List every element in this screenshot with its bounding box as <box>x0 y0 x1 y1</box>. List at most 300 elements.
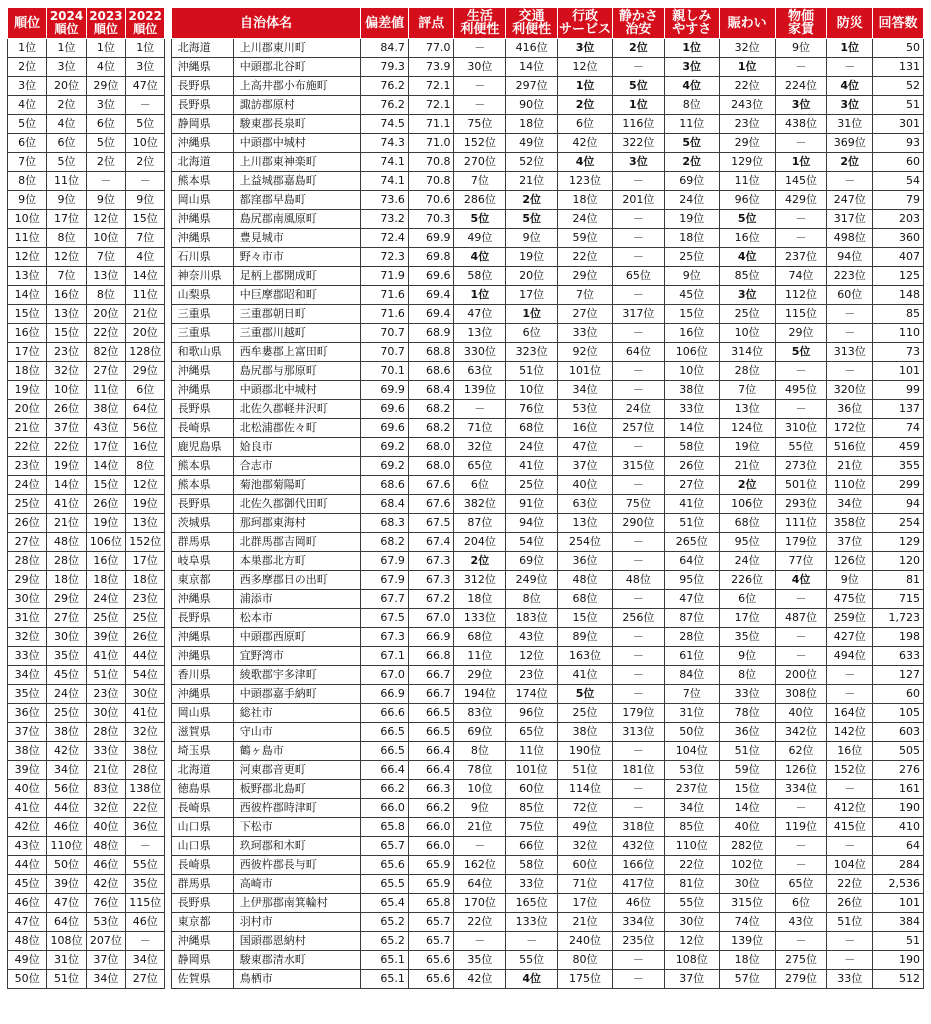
table-cell: 高崎市 <box>233 875 360 894</box>
table-cell: － <box>454 96 506 115</box>
table-cell: － <box>827 58 873 77</box>
table-cell: 4位 <box>664 77 719 96</box>
table-cell: 36位 <box>126 818 165 837</box>
table-cell: 71.9 <box>361 267 409 286</box>
table-cell: 73.2 <box>361 210 409 229</box>
table-cell: 51位 <box>827 913 873 932</box>
table-cell: 412位 <box>827 799 873 818</box>
table-cell: 1位 <box>827 39 873 58</box>
table-cell: 豊見城市 <box>233 229 360 248</box>
table-cell: 54 <box>873 172 924 191</box>
table-cell: 21位 <box>506 172 558 191</box>
table-cell: 179位 <box>775 533 827 552</box>
table-cell: 19位 <box>719 438 775 457</box>
table-cell: 22位 <box>454 913 506 932</box>
table-cell: 35位 <box>454 951 506 970</box>
table-cell: 101 <box>873 894 924 913</box>
table-cell: 38位 <box>8 742 47 761</box>
table-cell: 17位 <box>47 210 86 229</box>
table-cell: 317位 <box>827 210 873 229</box>
table-cell: 67.6 <box>408 495 454 514</box>
table-cell: 51位 <box>86 666 125 685</box>
table-row <box>8 400 924 419</box>
table-cell: 66.7 <box>408 685 454 704</box>
table-cell: 24位 <box>8 476 47 495</box>
table-cell: 4位 <box>719 248 775 267</box>
table-cell: 河東郡音更町 <box>233 761 360 780</box>
table-cell: 33位 <box>558 324 613 343</box>
table-cell: － <box>775 362 827 381</box>
table-cell: 93 <box>873 134 924 153</box>
table-cell: 4位 <box>126 248 165 267</box>
table-cell: － <box>827 666 873 685</box>
table-cell: 64位 <box>664 552 719 571</box>
table-cell: 74位 <box>775 267 827 286</box>
table-cell: 41位 <box>8 799 47 818</box>
table-cell: 384 <box>873 913 924 932</box>
table-cell: 133位 <box>506 913 558 932</box>
table-cell: 254位 <box>558 533 613 552</box>
table-row <box>8 210 924 229</box>
table-cell: 46位 <box>8 894 47 913</box>
table-cell: 67.9 <box>361 552 409 571</box>
table-cell: 41位 <box>558 666 613 685</box>
table-cell: 1,723 <box>873 609 924 628</box>
table-cell: 152位 <box>454 134 506 153</box>
table-cell: 23位 <box>8 457 47 476</box>
table-cell: 27位 <box>558 305 613 324</box>
table-cell: 1位 <box>86 39 125 58</box>
table-cell: 416位 <box>506 39 558 58</box>
table-cell: 35位 <box>47 647 86 666</box>
table-cell: 6位 <box>506 324 558 343</box>
table-row <box>8 666 924 685</box>
table-cell: 守山市 <box>233 723 360 742</box>
table-cell: 25位 <box>8 495 47 514</box>
table-cell: 66.4 <box>408 742 454 761</box>
table-cell: － <box>126 172 165 191</box>
table-cell: 247位 <box>827 191 873 210</box>
table-cell: 70.8 <box>408 153 454 172</box>
table-row <box>8 970 924 989</box>
table-cell: 5位 <box>86 134 125 153</box>
table-cell: 43位 <box>775 913 827 932</box>
table-cell: 16位 <box>719 229 775 248</box>
table-cell: 31位 <box>8 609 47 628</box>
table-cell: 67.5 <box>408 514 454 533</box>
table-cell: 68.0 <box>408 438 454 457</box>
table-cell: 長野県 <box>171 609 233 628</box>
table-cell: 諏訪郡原村 <box>233 96 360 115</box>
table-cell: 11位 <box>86 381 125 400</box>
table-cell: 26位 <box>126 628 165 647</box>
table-cell: 243位 <box>719 96 775 115</box>
table-cell: 71.6 <box>361 305 409 324</box>
table-row <box>8 115 924 134</box>
table-cell: 22位 <box>86 324 125 343</box>
table-row <box>8 134 924 153</box>
table-cell: 67.5 <box>361 609 409 628</box>
table-cell: 1位 <box>506 305 558 324</box>
table-cell: 42位 <box>47 742 86 761</box>
table-cell: － <box>827 951 873 970</box>
table-cell: 69.2 <box>361 457 409 476</box>
table-cell: 60 <box>873 153 924 172</box>
column-header: 2023 順位 <box>86 8 125 39</box>
table-cell: 58位 <box>506 856 558 875</box>
table-cell: 73 <box>873 343 924 362</box>
table-cell: 240位 <box>558 932 613 951</box>
table-row <box>8 704 924 723</box>
table-cell: 鶴ヶ島市 <box>233 742 360 761</box>
table-cell: 72位 <box>558 799 613 818</box>
table-cell: 59位 <box>558 229 613 248</box>
table-cell: 三重県 <box>171 305 233 324</box>
table-cell: 12位 <box>86 210 125 229</box>
table-cell: 58位 <box>664 438 719 457</box>
table-row <box>8 305 924 324</box>
table-cell: 長野県 <box>171 77 233 96</box>
table-cell: 51 <box>873 932 924 951</box>
table-cell: 中巨摩郡昭和町 <box>233 286 360 305</box>
table-cell: 68位 <box>719 514 775 533</box>
table-cell: 32位 <box>86 799 125 818</box>
table-cell: 11位 <box>47 172 86 191</box>
table-cell: 67.4 <box>408 533 454 552</box>
table-cell: 9位 <box>506 229 558 248</box>
table-cell: 19位 <box>664 210 719 229</box>
table-cell: － <box>775 856 827 875</box>
table-cell: 314位 <box>719 343 775 362</box>
table-cell: 和歌山県 <box>171 343 233 362</box>
table-cell: 83位 <box>86 780 125 799</box>
table-cell: 60位 <box>827 286 873 305</box>
table-cell: 5位 <box>558 685 613 704</box>
table-cell: 315位 <box>719 894 775 913</box>
table-cell: 322位 <box>612 134 664 153</box>
table-cell: 161 <box>873 780 924 799</box>
table-cell: 24位 <box>664 191 719 210</box>
table-cell: 西牟婁郡上富田町 <box>233 343 360 362</box>
table-cell: 8位 <box>454 742 506 761</box>
table-row <box>8 647 924 666</box>
table-cell: 14位 <box>664 419 719 438</box>
table-cell: 19位 <box>47 457 86 476</box>
table-cell: － <box>612 799 664 818</box>
table-cell: 13位 <box>719 400 775 419</box>
table-cell: 106位 <box>719 495 775 514</box>
table-cell: 313位 <box>612 723 664 742</box>
table-cell: 山口県 <box>171 837 233 856</box>
table-row <box>8 343 924 362</box>
table-cell: 1位 <box>612 96 664 115</box>
table-cell: 12位 <box>506 647 558 666</box>
table-cell: 101位 <box>506 761 558 780</box>
table-cell: 25位 <box>126 609 165 628</box>
table-cell: 65.5 <box>361 875 409 894</box>
table-cell: 95位 <box>719 533 775 552</box>
table-row <box>8 248 924 267</box>
table-cell: 19位 <box>86 514 125 533</box>
table-cell: 29位 <box>86 77 125 96</box>
table-cell: 68.9 <box>408 324 454 343</box>
table-cell: 26位 <box>664 457 719 476</box>
table-cell: 85 <box>873 305 924 324</box>
table-cell: 39位 <box>8 761 47 780</box>
table-cell: － <box>612 666 664 685</box>
table-cell: 293位 <box>775 495 827 514</box>
table-cell: 67.3 <box>408 552 454 571</box>
table-cell: 22位 <box>719 77 775 96</box>
table-cell: － <box>454 837 506 856</box>
table-row <box>8 552 924 571</box>
table-cell: 317位 <box>612 305 664 324</box>
table-cell: 東京都 <box>171 571 233 590</box>
table-row <box>8 799 924 818</box>
table-cell: 北海道 <box>171 153 233 172</box>
table-cell: 65.6 <box>361 856 409 875</box>
table-cell: 11位 <box>126 286 165 305</box>
table-cell: 18位 <box>454 590 506 609</box>
table-cell: 沖縄県 <box>171 58 233 77</box>
table-cell: 3位 <box>86 96 125 115</box>
table-cell: 61位 <box>664 647 719 666</box>
table-row <box>8 761 924 780</box>
table-cell: 29位 <box>719 134 775 153</box>
table-cell: 48位 <box>612 571 664 590</box>
table-cell: 360 <box>873 229 924 248</box>
table-cell: 68.2 <box>361 533 409 552</box>
table-cell: 8位 <box>8 172 47 191</box>
table-row <box>8 685 924 704</box>
table-cell: － <box>126 837 165 856</box>
table-cell: 44位 <box>126 647 165 666</box>
table-cell: 10位 <box>126 134 165 153</box>
table-cell: － <box>612 647 664 666</box>
table-cell: 78位 <box>719 704 775 723</box>
table-cell: 190位 <box>558 742 613 761</box>
table-cell: 2位 <box>506 191 558 210</box>
table-cell: － <box>612 533 664 552</box>
column-header: 親しみ やすさ <box>664 8 719 39</box>
table-cell: 12位 <box>47 248 86 267</box>
table-cell: 鳥栖市 <box>233 970 360 989</box>
table-cell: 沖縄県 <box>171 134 233 153</box>
table-cell: 25位 <box>47 704 86 723</box>
column-header: 回答数 <box>873 8 924 39</box>
table-cell: 菊池郡菊陽町 <box>233 476 360 495</box>
table-cell: 4位 <box>454 248 506 267</box>
table-cell: 国頭郡恩納村 <box>233 932 360 951</box>
table-cell: 2位 <box>827 153 873 172</box>
table-cell: 7位 <box>454 172 506 191</box>
table-cell: 37位 <box>8 723 47 742</box>
table-cell: 120 <box>873 552 924 571</box>
table-row <box>8 609 924 628</box>
table-cell: 114位 <box>558 780 613 799</box>
table-cell: － <box>612 229 664 248</box>
table-cell: 70.1 <box>361 362 409 381</box>
table-cell: 29位 <box>8 571 47 590</box>
table-row <box>8 153 924 172</box>
table-cell: 34位 <box>827 495 873 514</box>
table-cell: 9位 <box>8 191 47 210</box>
table-cell: 北松浦郡佐々町 <box>233 419 360 438</box>
table-cell: 201位 <box>612 191 664 210</box>
table-cell: 5位 <box>47 153 86 172</box>
table-cell: 72.3 <box>361 248 409 267</box>
table-cell: 19位 <box>126 495 165 514</box>
table-cell: 23位 <box>126 590 165 609</box>
table-cell: 上伊那郡南箕輪村 <box>233 894 360 913</box>
table-cell: 山梨県 <box>171 286 233 305</box>
table-cell: 6位 <box>454 476 506 495</box>
table-cell: 6位 <box>719 590 775 609</box>
table-cell: 74位 <box>719 913 775 932</box>
table-cell: 52位 <box>506 153 558 172</box>
table-cell: 237位 <box>664 780 719 799</box>
table-cell: 38位 <box>47 723 86 742</box>
table-cell: 沖縄県 <box>171 229 233 248</box>
table-cell: 17位 <box>86 438 125 457</box>
table-cell: 68.6 <box>408 362 454 381</box>
table-cell: 7位 <box>126 229 165 248</box>
table-row <box>8 628 924 647</box>
table-cell: 7位 <box>719 381 775 400</box>
table-cell: 9位 <box>47 191 86 210</box>
table-cell: 長崎県 <box>171 419 233 438</box>
table-cell: 46位 <box>47 818 86 837</box>
table-cell: 66.9 <box>408 628 454 647</box>
table-cell: 22位 <box>126 799 165 818</box>
table-cell: 74 <box>873 419 924 438</box>
table-cell: 3位 <box>719 286 775 305</box>
table-cell: 4位 <box>827 77 873 96</box>
table-cell: 21位 <box>454 818 506 837</box>
table-cell: 164位 <box>827 704 873 723</box>
table-cell: 熊本県 <box>171 172 233 191</box>
table-cell: 68.4 <box>408 381 454 400</box>
table-cell: 長崎県 <box>171 799 233 818</box>
table-cell: 16位 <box>558 419 613 438</box>
table-cell: 55位 <box>126 856 165 875</box>
table-cell: 長野県 <box>171 894 233 913</box>
table-cell: 110 <box>873 324 924 343</box>
table-cell: 85位 <box>719 267 775 286</box>
table-cell: 68.3 <box>361 514 409 533</box>
table-cell: 128位 <box>126 343 165 362</box>
table-cell: 111位 <box>775 514 827 533</box>
table-cell: 76.2 <box>361 77 409 96</box>
table-cell: 74.5 <box>361 115 409 134</box>
table-cell: 66.2 <box>408 799 454 818</box>
table-cell: 83位 <box>454 704 506 723</box>
table-cell: 45位 <box>8 875 47 894</box>
table-cell: 66.0 <box>408 837 454 856</box>
table-cell: － <box>126 932 165 951</box>
column-header: 防災 <box>827 8 873 39</box>
table-cell: 223位 <box>827 267 873 286</box>
table-cell: 49位 <box>506 134 558 153</box>
table-cell: 34位 <box>86 970 125 989</box>
table-cell: 68.6 <box>361 476 409 495</box>
column-header: 行政 サービス <box>559 9 612 37</box>
table-cell: 318位 <box>612 818 664 837</box>
table-cell: － <box>612 362 664 381</box>
table-cell: 1位 <box>454 286 506 305</box>
table-cell: 38位 <box>86 400 125 419</box>
table-cell: 27位 <box>126 970 165 989</box>
table-cell: 59位 <box>719 761 775 780</box>
table-cell: 70.7 <box>361 343 409 362</box>
table-cell: 48位 <box>47 533 86 552</box>
table-cell: 152位 <box>126 533 165 552</box>
table-cell: 8位 <box>126 457 165 476</box>
table-cell: 72.1 <box>408 96 454 115</box>
table-cell: 66.7 <box>408 666 454 685</box>
table-cell: 37位 <box>827 533 873 552</box>
table-cell: 67.2 <box>408 590 454 609</box>
table-cell: 172位 <box>827 419 873 438</box>
table-cell: 20位 <box>506 267 558 286</box>
table-cell: 54位 <box>126 666 165 685</box>
table-cell: 下松市 <box>233 818 360 837</box>
table-cell: 熊本県 <box>171 457 233 476</box>
table-cell: 沖縄県 <box>171 647 233 666</box>
table-cell: 89位 <box>558 628 613 647</box>
table-cell: － <box>612 476 664 495</box>
column-header: 2024 順位 <box>47 8 86 39</box>
table-cell: 101位 <box>558 362 613 381</box>
table-cell: 20位 <box>86 305 125 324</box>
table-cell: 95位 <box>664 571 719 590</box>
table-cell: 142位 <box>827 723 873 742</box>
table-cell: 29位 <box>558 267 613 286</box>
table-cell: 15位 <box>47 324 86 343</box>
table-cell: 69.6 <box>361 400 409 419</box>
table-cell: 総社市 <box>233 704 360 723</box>
table-cell: － <box>612 324 664 343</box>
table-cell: 10位 <box>506 381 558 400</box>
table-cell: 10位 <box>8 210 47 229</box>
table-cell: 30位 <box>454 58 506 77</box>
table-cell: 5位 <box>454 210 506 229</box>
table-cell: 163位 <box>558 647 613 666</box>
table-cell: 53位 <box>558 400 613 419</box>
table-row <box>8 495 924 514</box>
table-cell: 12位 <box>664 932 719 951</box>
table-cell: 長野県 <box>171 400 233 419</box>
table-cell: 41位 <box>506 457 558 476</box>
table-cell: 12位 <box>558 58 613 77</box>
table-cell: 6位 <box>8 134 47 153</box>
table-cell: 68.2 <box>408 419 454 438</box>
table-cell: 71.0 <box>408 134 454 153</box>
table-cell: 501位 <box>775 476 827 495</box>
table-cell: 104位 <box>664 742 719 761</box>
table-cell: 西多摩郡日の出町 <box>233 571 360 590</box>
table-cell: 87位 <box>454 514 506 533</box>
table-cell: 1位 <box>126 39 165 58</box>
table-cell: 22位 <box>8 438 47 457</box>
table-cell: 14位 <box>506 58 558 77</box>
table-cell: 埼玉県 <box>171 742 233 761</box>
table-cell: － <box>775 58 827 77</box>
table-cell: 8位 <box>86 286 125 305</box>
table-cell: 徳島県 <box>171 780 233 799</box>
table-cell: 145位 <box>775 172 827 191</box>
table-cell: 67.1 <box>361 647 409 666</box>
